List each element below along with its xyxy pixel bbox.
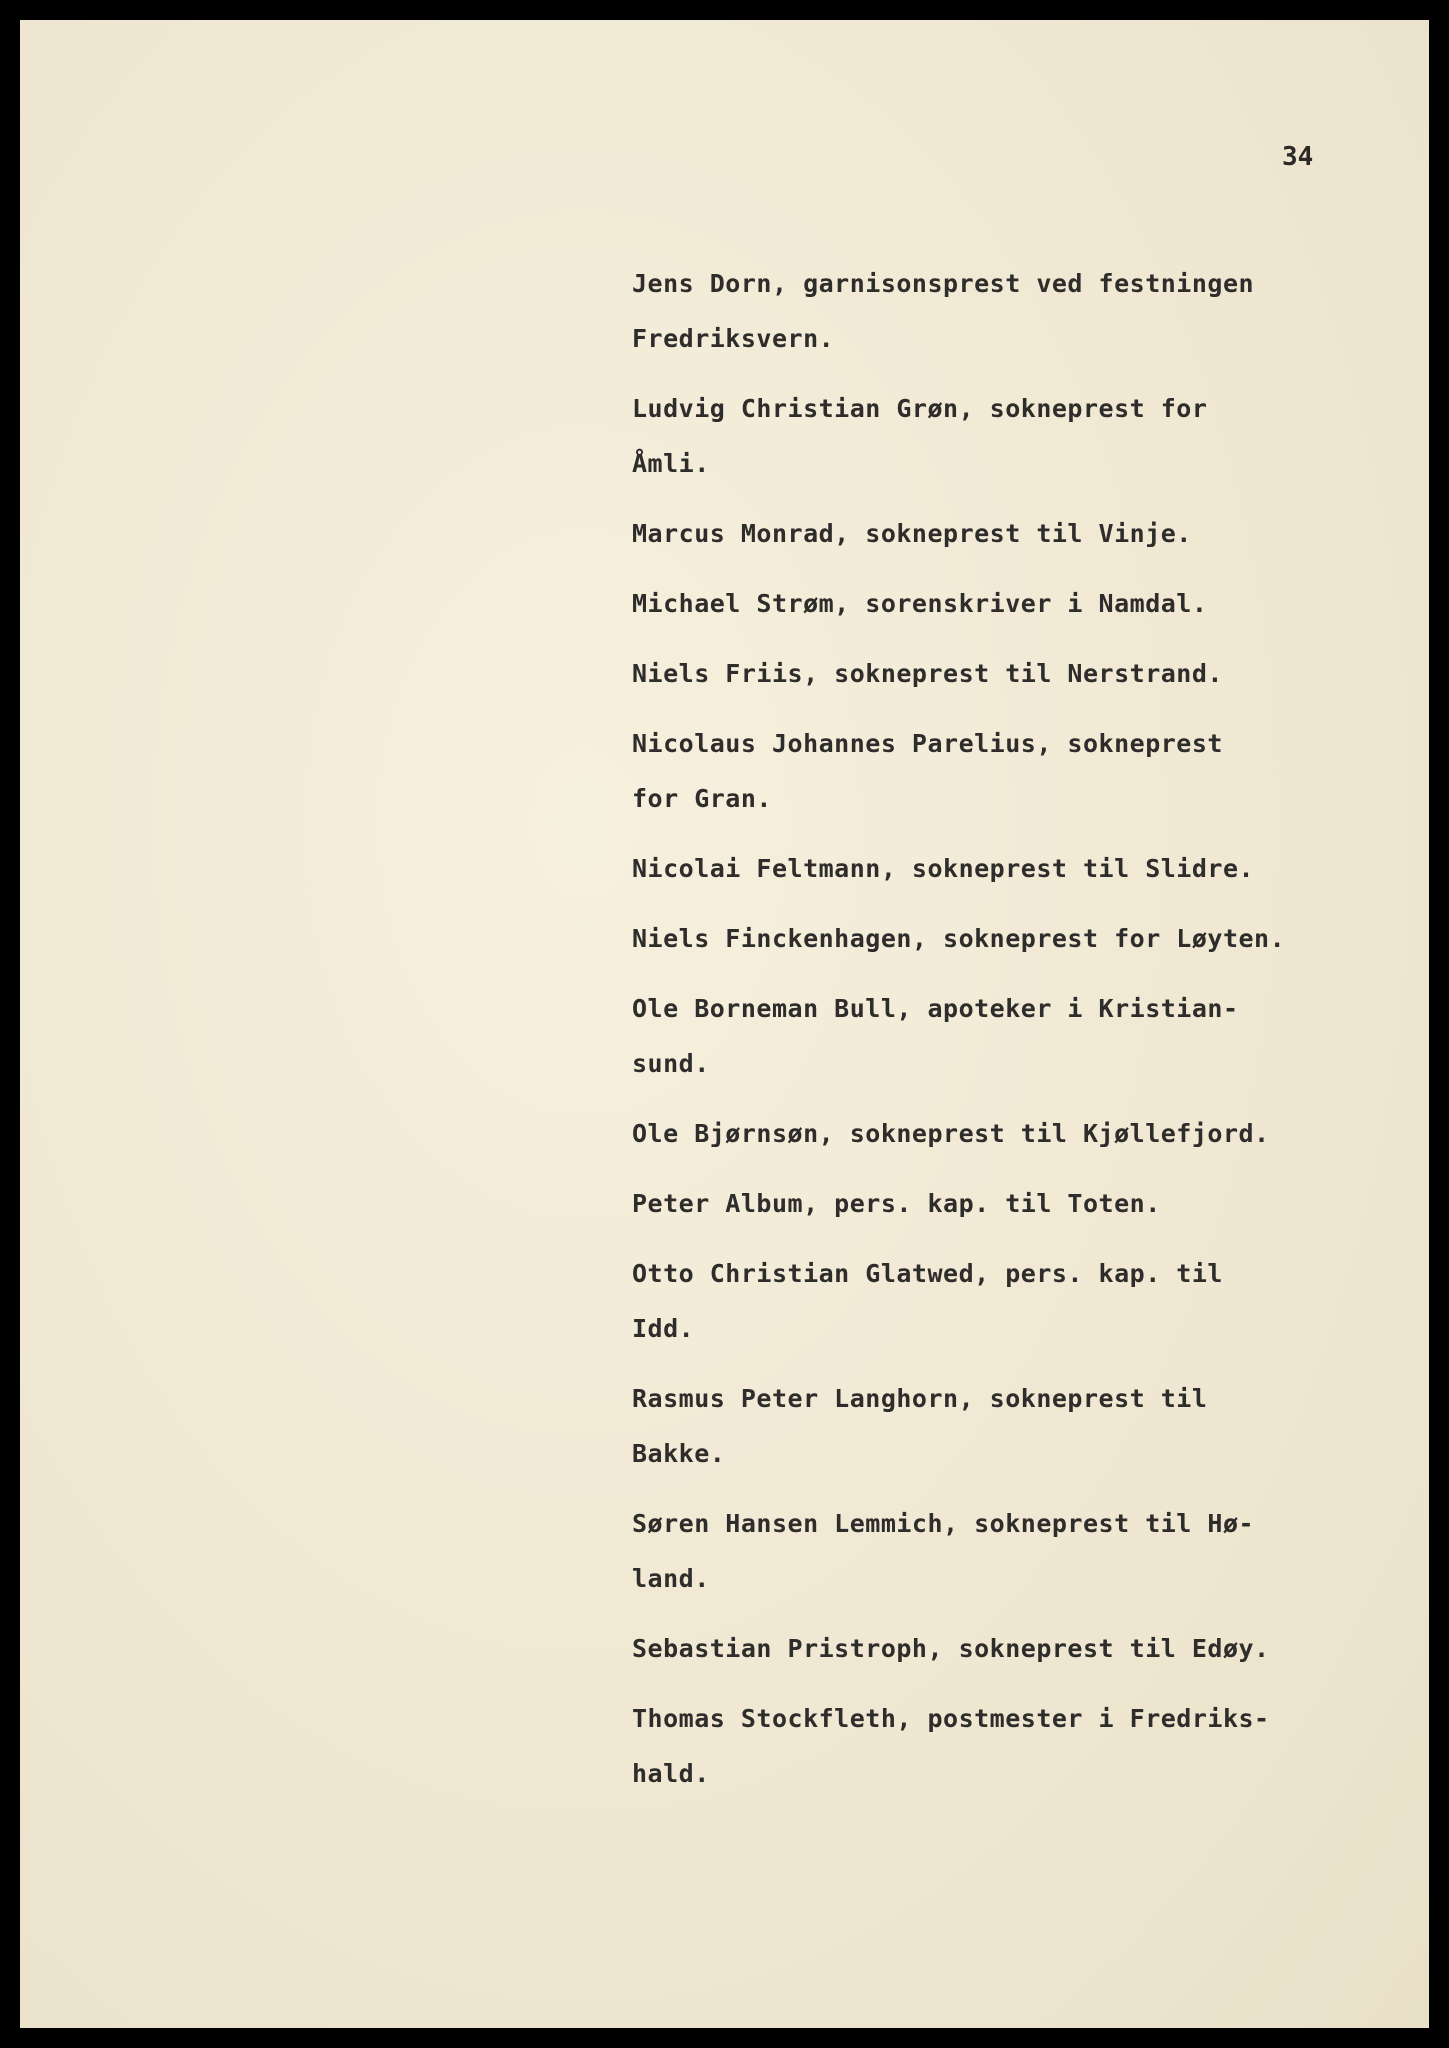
list-item [632, 1176, 1412, 1231]
entry-line: Ludvig Christian Grøn, sokneprest for [632, 394, 1208, 423]
entry-line: Fredriksvern. [632, 324, 835, 353]
list-item [632, 256, 1412, 366]
entry-line: hald. [632, 1759, 710, 1788]
entry-line: Nicolaus Johannes Parelius, sokneprest [632, 729, 1223, 758]
list-item [632, 716, 1412, 826]
list-item [632, 1621, 1412, 1676]
entry-line: Marcus Monrad, sokneprest til Vinje. [632, 519, 1192, 548]
entry-line: Jens Dorn, garnisonsprest ved festningen [632, 269, 1255, 298]
list-item [632, 646, 1412, 701]
entry-line: Bakke. [632, 1439, 726, 1468]
list-item [632, 1106, 1412, 1161]
entry-line: Søren Hansen Lemmich, sokneprest til Hø- [632, 1509, 1255, 1538]
list-item [632, 381, 1412, 491]
entry-line: Michael Strøm, sorenskriver i Namdal. [632, 589, 1208, 618]
entry-line: Idd. [632, 1314, 695, 1343]
page-number: 34 [1282, 142, 1314, 172]
entry-line: Niels Friis, sokneprest til Nerstrand. [632, 659, 1223, 688]
entry-line: sund. [632, 1049, 710, 1078]
entry-line: Sebastian Pristroph, sokneprest til Edøy. [632, 1634, 1270, 1663]
list-item [632, 506, 1412, 561]
entry-line: Ole Borneman Bull, apoteker i Kristian- [632, 994, 1239, 1023]
list-item [632, 1371, 1412, 1481]
list-item [632, 981, 1412, 1091]
document-page [20, 20, 1429, 2028]
entry-line: Rasmus Peter Langhorn, sokneprest til [632, 1384, 1208, 1413]
list-item [632, 1496, 1412, 1606]
entry-list [632, 256, 1412, 1816]
entry-line: Åmli. [632, 449, 710, 478]
list-item [632, 1691, 1412, 1801]
entry-line: for Gran. [632, 784, 772, 813]
entry-line: Peter Album, pers. kap. til Toten. [632, 1189, 1161, 1218]
entry-line: Ole Bjørnsøn, sokneprest til Kjøllefjord. [632, 1119, 1270, 1148]
entry-line: Otto Christian Glatwed, pers. kap. til [632, 1259, 1223, 1288]
list-item [632, 841, 1412, 896]
entry-line: Niels Finckenhagen, sokneprest for Løyten. [632, 924, 1286, 953]
list-item [632, 911, 1412, 966]
list-item [632, 576, 1412, 631]
entry-line: Nicolai Feltmann, sokneprest til Slidre. [632, 854, 1255, 883]
entry-line: land. [632, 1564, 710, 1593]
list-item [632, 1246, 1412, 1356]
entry-line: Thomas Stockfleth, postmester i Fredriks- [632, 1704, 1270, 1733]
